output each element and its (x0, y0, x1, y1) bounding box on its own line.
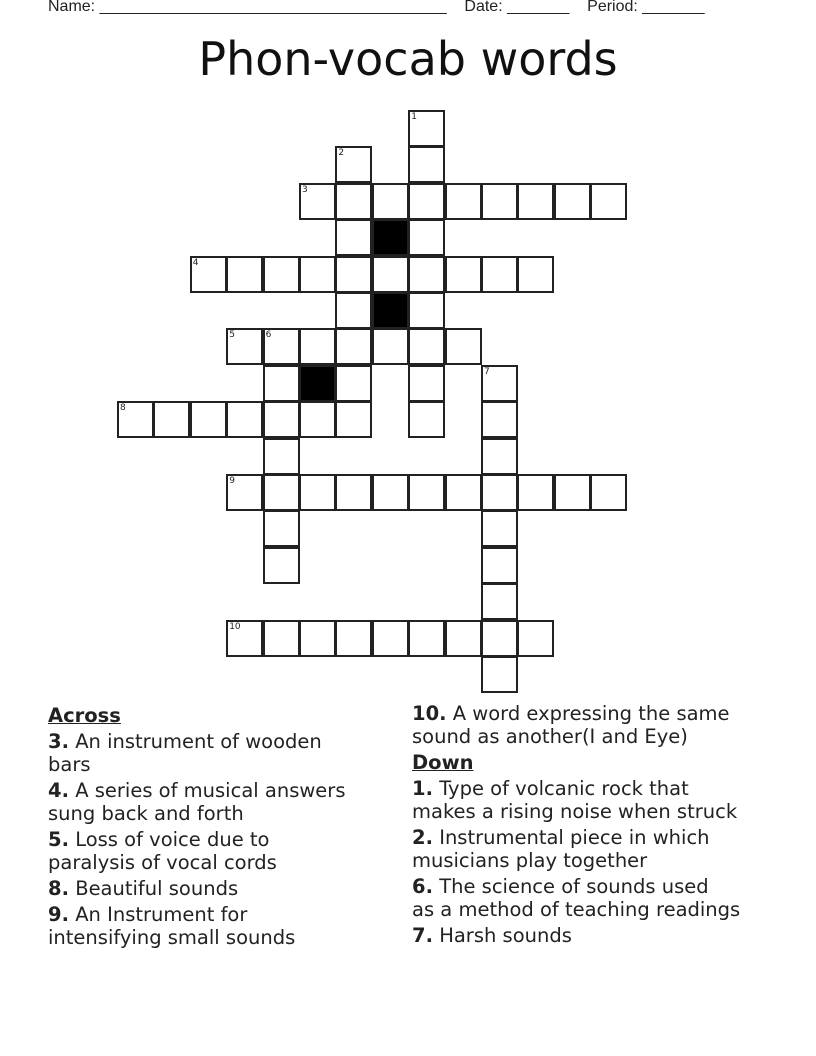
clue-number: 2. (412, 826, 433, 849)
grid-cell[interactable] (372, 328, 409, 365)
grid-cell[interactable] (226, 328, 263, 365)
grid-cell[interactable] (299, 256, 336, 293)
grid-cell[interactable] (554, 183, 591, 220)
clue-number-label: 2 (338, 148, 345, 159)
grid-cell[interactable] (517, 474, 554, 511)
clue-number-label: 3 (302, 184, 308, 195)
grid-cell[interactable] (408, 292, 445, 329)
grid-cell[interactable] (263, 620, 300, 657)
grid-cell[interactable] (408, 219, 445, 256)
clue-number: 8. (48, 877, 69, 900)
grid-cell[interactable] (408, 110, 445, 147)
clue-down-2 (412, 826, 782, 872)
clue-text: Instrumental piece in which musicians play together (412, 826, 710, 872)
across-heading: Across (48, 704, 121, 727)
grid-block (299, 365, 336, 402)
clue-number: 7. (412, 924, 433, 947)
grid-cell[interactable] (481, 183, 518, 220)
clue-number: 5. (48, 828, 69, 851)
grid-cell[interactable] (481, 547, 518, 584)
grid-cell[interactable] (226, 620, 263, 657)
clue-number: 3. (48, 730, 69, 753)
grid-cell[interactable] (299, 183, 336, 220)
clue-text: Loss of voice due to paralysis of vocal cords (48, 828, 277, 874)
grid-cell[interactable] (372, 256, 409, 293)
grid-cell[interactable] (335, 219, 372, 256)
clues-column-right (412, 702, 782, 950)
clue-down-7 (412, 924, 782, 947)
page-title: Phon-vocab words (198, 32, 618, 86)
clue-across-4 (48, 779, 388, 825)
clue-number-label: 6 (265, 330, 272, 341)
clue-number: 9. (48, 903, 69, 926)
grid-cell[interactable] (299, 401, 336, 438)
grid-cell[interactable] (263, 547, 300, 584)
clue-text: A series of musical answers sung back and forth (48, 779, 346, 825)
grid-cell[interactable] (554, 474, 591, 511)
grid-cell[interactable] (263, 438, 300, 475)
clue-number: 6. (412, 875, 433, 898)
grid-cell[interactable] (335, 401, 372, 438)
clue-number-label: 1 (411, 112, 417, 122)
clue-text: An instrument of wooden bars (48, 730, 322, 776)
grid-cell[interactable] (481, 438, 518, 475)
grid-cell[interactable] (481, 365, 518, 402)
grid-cell[interactable] (590, 183, 627, 220)
clue-across-5 (48, 828, 388, 874)
grid-cell[interactable] (481, 256, 518, 293)
clue-across-10 (412, 702, 782, 748)
grid-cell[interactable] (408, 401, 445, 438)
grid-cell[interactable] (481, 474, 518, 511)
clue-text: The science of sounds used as a method of teaching readings (412, 875, 741, 921)
grid-cell[interactable] (263, 365, 300, 402)
grid-cell[interactable] (263, 510, 300, 547)
grid-cell[interactable] (408, 146, 445, 183)
grid-cell[interactable] (263, 401, 300, 438)
name-date-period-line: Name: _______________________________________ Date: _______ Period: _______ (48, 0, 705, 15)
grid-cell[interactable] (372, 620, 409, 657)
grid-cell[interactable] (263, 474, 300, 511)
grid-cell[interactable] (335, 146, 372, 183)
grid-cell[interactable] (372, 183, 409, 220)
clue-number-label: 7 (484, 366, 490, 377)
grid-cell[interactable] (299, 474, 336, 511)
clue-number-label: 9 (229, 476, 235, 486)
grid-cell[interactable] (517, 620, 554, 657)
clue-number-label: 5 (229, 330, 235, 341)
grid-cell[interactable] (445, 183, 482, 220)
grid-cell[interactable] (445, 474, 482, 511)
clue-number-label: 4 (192, 257, 199, 268)
clue-number: 10. (412, 702, 447, 725)
clue-text: Beautiful sounds (75, 877, 239, 900)
grid-cell[interactable] (335, 365, 372, 402)
grid-cell[interactable] (335, 474, 372, 511)
grid-cell[interactable] (481, 583, 518, 620)
grid-cell[interactable] (117, 401, 154, 438)
grid-cell[interactable] (226, 401, 263, 438)
grid-cell[interactable] (408, 365, 445, 402)
clue-number-label: 8 (120, 403, 126, 414)
grid-cell[interactable] (408, 328, 445, 365)
clue-across-9 (48, 903, 388, 949)
grid-cell[interactable] (335, 620, 372, 657)
grid-cell[interactable] (481, 401, 518, 438)
clue-text: Harsh sounds (439, 924, 572, 947)
clue-number-label: 10 (229, 621, 241, 632)
clue-text: A word expressing the same sound as another(I and Eye) (412, 702, 730, 748)
grid-cell[interactable] (226, 256, 263, 293)
grid-cell[interactable] (445, 256, 482, 293)
grid-cell[interactable] (481, 656, 518, 693)
clue-down-6 (412, 875, 782, 921)
grid-cell[interactable] (408, 183, 445, 220)
clue-across-8 (48, 877, 388, 900)
clue-across-3 (48, 730, 388, 776)
grid-cell[interactable] (335, 256, 372, 293)
grid-cell[interactable] (445, 328, 482, 365)
grid-cell[interactable] (408, 620, 445, 657)
grid-block (372, 292, 409, 329)
down-heading: Down (412, 751, 474, 774)
grid-cell[interactable] (372, 474, 409, 511)
grid-cell[interactable] (481, 620, 518, 657)
grid-cell[interactable] (590, 474, 627, 511)
grid-cell[interactable] (299, 620, 336, 657)
grid-cell[interactable] (153, 401, 190, 438)
grid-block (372, 219, 409, 256)
grid-cell[interactable] (335, 328, 372, 365)
clue-down-1 (412, 777, 782, 823)
clues-column-left (48, 702, 388, 952)
grid-cell[interactable] (517, 183, 554, 220)
grid-cell[interactable] (226, 474, 263, 511)
grid-cell[interactable] (481, 510, 518, 547)
grid-cell[interactable] (335, 183, 372, 220)
grid-cell[interactable] (190, 401, 227, 438)
grid-cell[interactable] (408, 474, 445, 511)
clue-text: An Instrument for intensifying small sounds (48, 903, 296, 949)
grid-cell[interactable] (263, 256, 300, 293)
grid-cell[interactable] (190, 256, 227, 293)
grid-cell[interactable] (299, 328, 336, 365)
grid-cell[interactable] (263, 328, 300, 365)
grid-cell[interactable] (517, 256, 554, 293)
clue-number: 1. (412, 777, 433, 800)
grid-cell[interactable] (445, 620, 482, 657)
clue-text: Type of volcanic rock that makes a rising noise when struck (412, 777, 738, 823)
grid-cell[interactable] (335, 292, 372, 329)
grid-cell[interactable] (408, 256, 445, 293)
clue-number: 4. (48, 779, 69, 802)
